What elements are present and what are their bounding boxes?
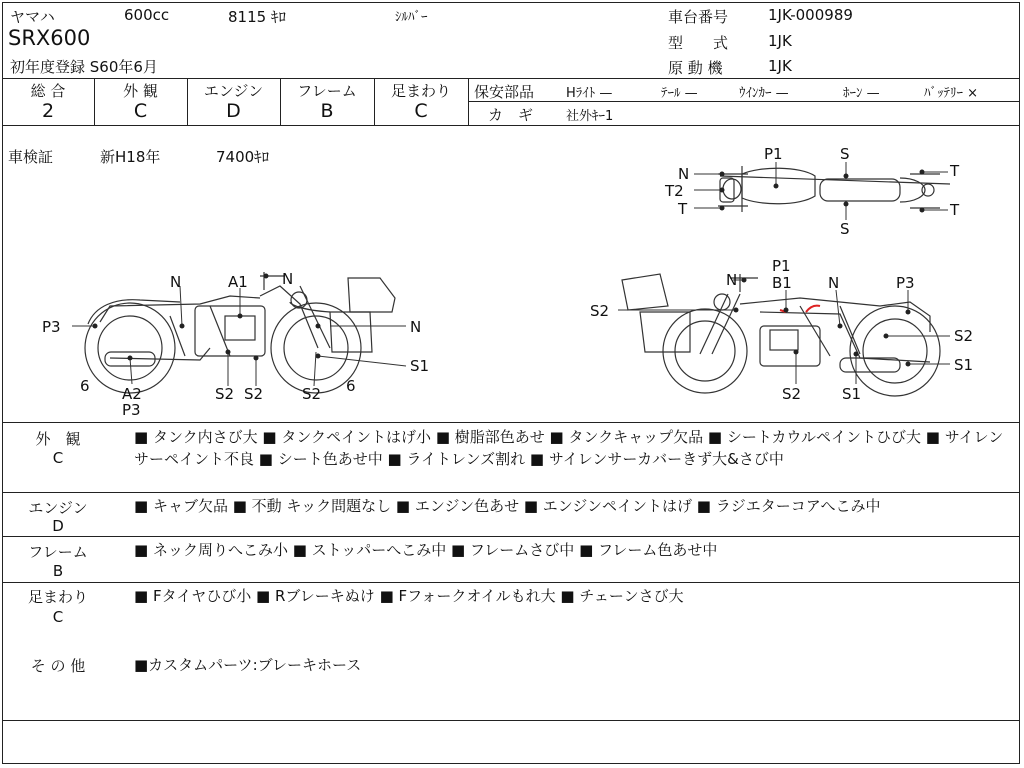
label-left-s1: S1: [410, 357, 430, 375]
divider: [468, 78, 469, 125]
divider: [2, 536, 1020, 537]
detail-grade-frame: B: [52, 562, 64, 580]
label-top-s-bottom: S: [840, 220, 850, 238]
label-top-t2: T2: [665, 182, 684, 200]
engine-label: 原 動 機: [668, 59, 723, 77]
label-right-n1: N: [726, 271, 738, 289]
safety-horn: ﾎｰﾝ —: [843, 86, 880, 101]
detail-text-engine: ■ キャブ欠品 ■ 不動 キック問題なし ■ エンジン色あせ ■ エンジンペイントはげ ■ ラジエターコアへこみ中: [134, 497, 881, 515]
grade-label-exterior: 外 観: [123, 82, 158, 100]
type-label: 型 式: [668, 34, 729, 52]
detail-label-suspension: 足まわり: [27, 588, 88, 606]
detail-grade-exterior: C: [52, 449, 64, 467]
grade-value-engine: D: [226, 100, 241, 122]
label-left-s2a: S2: [215, 385, 235, 403]
damage-diagram: [0, 126, 1024, 422]
label-right-s1a: S1: [954, 356, 974, 374]
engine-value: 1JK: [768, 57, 792, 75]
divider: [2, 492, 1020, 493]
grade-value-exterior: C: [133, 100, 148, 122]
grade-label-engine: エンジン: [203, 82, 264, 100]
grade-value-frame: B: [320, 100, 334, 122]
label-top-p1: P1: [764, 145, 783, 163]
label-right-s2b: S2: [954, 327, 974, 345]
safety-label: 保安部品: [474, 83, 535, 101]
grade-label-overall: 総 合: [30, 82, 66, 100]
detail-text-suspension: ■ Fタイヤひび小 ■ Rブレーキぬけ ■ Fフォークオイルもれ大 ■ チェーンさび大: [134, 587, 684, 605]
frame-no-label: 車台番号: [668, 8, 729, 26]
inspection-mileage: 7400ｷﾛ: [216, 148, 270, 166]
detail-label-exterior: 外 観: [35, 430, 81, 448]
label-right-p1: P1: [772, 257, 791, 275]
safety-headlight: Hﾗｲﾄ —: [566, 86, 613, 101]
key-value: 社外ｷｰ1: [566, 109, 614, 124]
label-left-a1: A1: [228, 273, 248, 291]
divider: [2, 582, 1020, 583]
label-left-p3b: P3: [122, 401, 141, 419]
model-name: SRX600: [8, 26, 91, 50]
key-label: カ ギ: [488, 106, 534, 124]
label-top-t-right-2: T: [950, 201, 960, 219]
label-left-a2: A2: [122, 385, 142, 403]
first-registration: 初年度登録 S60年6月: [10, 58, 158, 76]
grade-value-suspension: C: [414, 100, 428, 122]
detail-label-engine: エンジン: [28, 499, 88, 517]
label-right-s1b: S1: [842, 385, 862, 403]
label-right-s2a: S2: [590, 302, 610, 320]
divider: [468, 101, 1020, 102]
grade-label-frame: フレーム: [297, 82, 357, 100]
label-left-n2: N: [282, 270, 294, 288]
type-value: 1JK: [768, 32, 792, 50]
label-top-n: N: [678, 165, 690, 183]
detail-text-frame: ■ ネック周りへこみ小 ■ ストッパーへこみ中 ■ フレームさび中 ■ フレーム色あせ中: [134, 541, 718, 559]
safety-winker: ｳｲﾝｶｰ —: [739, 86, 789, 101]
label-top-s: S: [840, 145, 850, 163]
color: ｼﾙﾊﾞｰ: [395, 10, 428, 25]
divider: [2, 720, 1020, 721]
label-right-n2: N: [828, 274, 840, 292]
label-left-6a: 6: [80, 377, 90, 395]
label-left-s2c: S2: [302, 385, 322, 403]
label-right-s2c: S2: [782, 385, 802, 403]
grade-value-overall: 2: [41, 100, 55, 122]
inspection-value: 新H18年: [100, 148, 161, 166]
detail-grade-engine: D: [52, 517, 64, 535]
label-left-s2b: S2: [244, 385, 264, 403]
detail-label-other: そ の 他: [30, 657, 86, 675]
divider: [2, 422, 1020, 423]
grade-label-suspension: 足まわり: [390, 82, 451, 100]
label-left-6b: 6: [346, 377, 356, 395]
detail-text-exterior: ■ タンク内さび大 ■ タンクペイントはげ小 ■ 樹脂部色あせ ■ タンクキャップ欠品 ■ シートカウルペイントひび大 ■ サイレンサーペイント不良 ■ シート色あせ中 ■ ライトレンズ割れ ■ サイレンサーカバーきず大&さび中: [134, 428, 1004, 468]
safety-battery: ﾊﾞｯﾃﾘｰ ×: [924, 86, 979, 101]
detail-label-frame: フレーム: [28, 543, 88, 561]
label-right-p3: P3: [896, 274, 915, 292]
label-right-b1: B1: [772, 274, 792, 292]
divider: [2, 78, 1020, 79]
safety-tail: ﾃｰﾙ —: [661, 86, 698, 101]
mileage: 8115 ｷﾛ: [228, 8, 286, 26]
right-side-bike: [622, 274, 940, 396]
detail-grade-suspension: C: [52, 608, 64, 626]
label-left-n1: N: [170, 273, 182, 291]
frame-no: 1JK-000989: [768, 6, 853, 24]
label-left-p3: P3: [42, 318, 61, 336]
label-top-t-right-1: T: [950, 162, 960, 180]
label-top-t-left: T: [678, 200, 688, 218]
detail-text-other: ■カスタムパーツ:ブレーキホース: [134, 656, 362, 674]
inspection-label: 車検証: [8, 148, 54, 166]
displacement: 600cc: [124, 6, 170, 24]
maker: ヤマハ: [10, 8, 55, 26]
label-left-n3: N: [410, 318, 422, 336]
top-view-bike: [718, 166, 950, 212]
